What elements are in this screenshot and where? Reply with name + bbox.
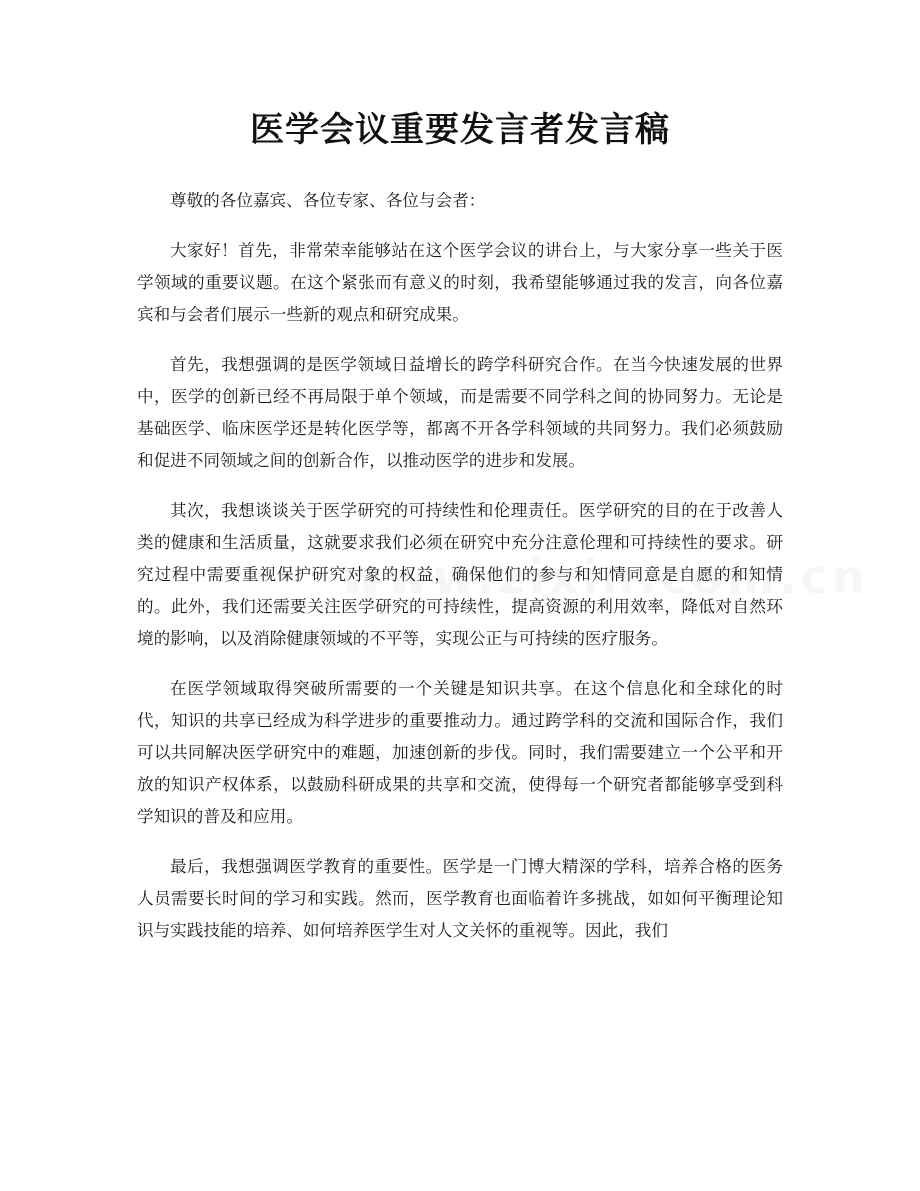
paragraph-3: 其次，我想谈谈关于医学研究的可持续性和伦理责任。医学研究的目的在于改善人类的健康和生活质量，这就要求我们必须在研究中充分注意伦理和可持续性的要求。研究过程中需要重视保护研究对象的权益，确保他们的参与和知情同意是自愿的和知情的。此外，我们还需要关注医学研究的可持续性，提高资源的利用效率，降低对自然环境的影响，以及消除健康领域的不平等，实现公正与可持续的医疗服务。 [137, 501, 783, 648]
paragraph-5: 最后，我想强调医学教育的重要性。医学是一门博大精深的学科，培养合格的医务人员需要长时间的学习和实践。然而，医学教育也面临着许多挑战，如如何平衡理论知识与实践技能的培养、如何培养医学生对人文关怀的重视等。因此，我们 [137, 857, 783, 940]
greeting-line: 尊敬的各位嘉宾、各位专家、各位与会者： [170, 191, 486, 210]
paragraph-1: 大家好！首先，非常荣幸能够站在这个医学会议的讲台上，与大家分享一些关于医学领域的重要议题。在这个紧张而有意义的时刻，我希望能够通过我的发言，向各位嘉宾和与会者们展示一些新的观点和研究成果。 [137, 241, 783, 324]
paragraph-2: 首先，我想强调的是医学领域日益增长的跨学科研究合作。在当今快速发展的世界中，医学的创新已经不再局限于单个领域，而是需要不同学科之间的协同努力。无论是基础医学、临床医学还是转化医学等，都离不开各学科领域的共同努力。我们必须鼓励和促进不同领域之间的创新合作，以推动医学的进步和发展。 [137, 355, 783, 470]
document-body [137, 185, 783, 965]
paragraph-4: 在医学领域取得突破所需要的一个关键是知识共享。在这个信息化和全球化的时代，知识的共享已经成为科学进步的重要推动力。通过跨学科的交流和国际合作，我们可以共同解决医学研究中的难题，加速创新的步伐。同时，我们需要建立一个公平和开放的知识产权体系，以鼓励科研成果的共享和交流，使得每一个研究者都能够享受到科学知识的普及和应用。 [137, 679, 783, 826]
document-title: 医学会议重要发言者发言稿 [250, 110, 670, 150]
